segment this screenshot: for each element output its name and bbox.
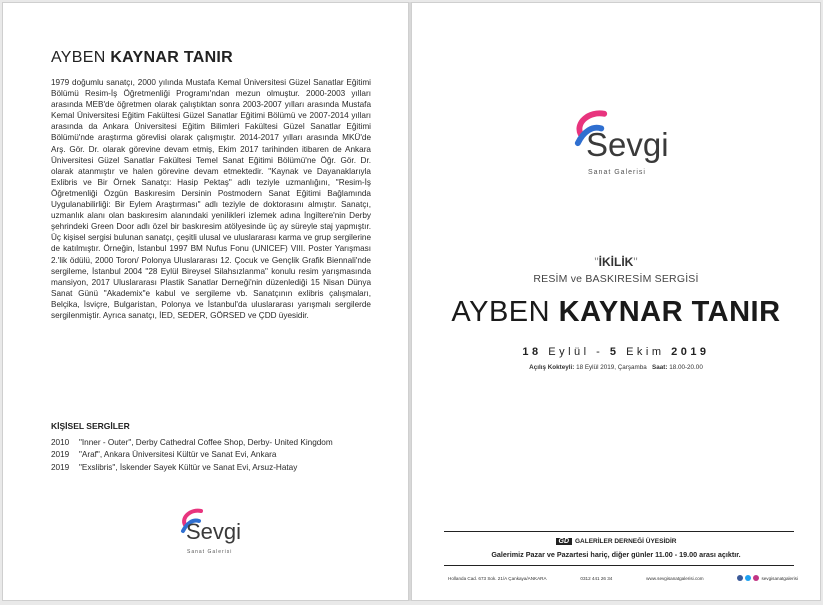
artist-heading [51,49,233,67]
exhibition-year: 2010 [51,438,70,447]
biography-text: 1979 doğumlu sanatçı, 2000 yılında Mustafa Kemal Üniversitesi Güzel Sanatlar Eğitimi Bölümü Resim-İş Öğretmenliği Programı'ndan mezun olmuştur. 2000-2003 yılları arasında MEB'de öğretmen olarak çalıştıktan sonra 2003-2007 yılları arasında Mustafa Kemal Üniversitesi Eğitim Fakültesi Güzel Sanatlar Eğitimi Bölümü ve 2007-2014 yılları arasında da Ankara Üniversitesi Eğitim Bilimleri Fakültesi Güzel Sanatlar Eğitimi Bölümü'nde araştırma görevlisi olarak çalışmıştır. 2014-2017 yılları arasında MKÜ'de Arş. Gör. Dr. olarak görevine devam etmiş, Ekim 2017 tarihinden itibaren de Ankara Üniversitesi Güzel Sanatlar Fakültesi Temel Sanat Eğitimi Bölümü'ne Öğr. Gör. Dr. olarak atanmıştır ve halen görevine devam etmektedir. "Kaynak ve Dayanaklarıyla Exlibris ve Bir Örnek Sanatçı: Hasip Pektaş" adlı teziyle uzmanlığını, "Resim-İş Öğretmenliği Özgün Baskıresim Dersinin Postmodern Sanat Eğitimi Bağlamında Uygulanabilirliği: Bir Eylem Araştırması" adlı teziyle de doktorasını almıştır. Sanatçı, uzmanlık alanı olan baskıresim alanındaki yenilikleri izlemek adına İngiltere'nin Derby şehrindeki Green Door adlı özel bir baskıresim atölyesinde üç ay süreyle staj yapmıştır. Üç kişisel sergisi bulunan sanatçı, çeşitli ulusal ve uluslararası karma ve grup sergilerine de katılmıştır. Örneğin, İstanbul 1997 BM Nufus Fonu (UNICEF) VIII. Poster Yarışması 2.'lik ödülü, 2000 Toron/ Polonya Uluslararası 12. Çocuk ve Gençlik Grafik Biennali'nde sergileme, İstanbul 2004 "28 Eylül Bireysel Silahsızlanma" konulu resim yarışmasında mansiyon, 2017 Uluslararası Plastik Sanatlar Derneği'nin düzenlediği 15 Nisan Dünya Sanat Günü "Akademix"e kabul ve sergileme vb. Sanatçının exlibris çalışmaları, Belçika, İsviçre, Bulgaristan, Polonya ve İstanbul'da uluslararası yarışmalı sergilerde sergilenmiştir. Ayrıca sanatçı, İED, SEDER, GÖRSED ve ÇDD üyesidir. [51,78,371,320]
exhibition-item [51,462,333,474]
exhibition-item [51,449,333,461]
facebook-icon[interactable] [737,575,743,581]
exhibition-text: "Exslibris", İskender Sayek Kültür ve Sanat Evi, Arsuz-Hatay [79,462,298,472]
social-links [737,575,798,581]
exhibition-item [51,437,333,449]
artist-last-name: KAYNAR TANIR [110,49,234,66]
start-day: 18 [522,346,542,358]
opening-info [412,364,820,371]
social-handle[interactable]: sevgisanatgalerisi [761,575,798,581]
opening-label: Açılış Kokteyli: [529,364,575,371]
opening-value: 18 Eylül 2019, Çarşamba [576,364,647,371]
association-line [412,538,820,545]
gallery-logo [569,105,669,205]
logo-name: Sevgi [586,126,669,163]
exhibition-year: 2019 [51,462,70,472]
solo-exhibitions-title: KİŞİSEL SERGİLER [51,421,130,431]
artist-last-name: KAYNAR TANIR [558,296,781,328]
exhibition-text: "Araf", Ankara Üniversitesi Kültür ve Sanat Evi, Ankara [79,450,277,460]
phone: 0312 441 26 34 [580,575,613,581]
left-page [2,2,409,601]
artist-first-name: AYBEN [51,49,106,66]
logo-subtitle: Sanat Galerisi [187,549,233,555]
exhibition-title-word: İKİLİK [598,255,634,269]
divider-bottom [444,565,794,566]
quote-close: " [633,255,638,269]
gallery-logo [175,505,245,575]
right-page [411,2,821,601]
year: 2019 [671,346,710,358]
divider-top [444,531,794,532]
website-link[interactable]: www.sevgisanatgalerisi.com [646,575,704,581]
twitter-icon[interactable] [745,575,751,581]
exhibitions-list [51,437,333,474]
gd-badge: GD [556,538,573,545]
exhibition-subtitle: RESİM ve BASKIRESİM SERGİSİ [533,273,699,285]
artist-first-name: AYBEN [451,296,551,328]
time-value: 18.00-20.00 [669,364,703,371]
instagram-icon[interactable] [753,575,759,581]
start-month: Eylül [548,346,590,358]
logo-subtitle: Sanat Galerisi [588,169,646,176]
opening-hours: Galerimiz Pazar ve Pazartesi hariç, diğer günler 11.00 - 19.00 arası açıktır. [491,550,741,559]
quote-open: " [594,255,599,269]
logo-name: Sevgi [186,519,242,544]
exhibition-text: "Inner - Outer", Derby Cathedral Coffee Shop, Derby- United Kingdom [79,438,333,447]
contact-footer [448,575,798,581]
exhibition-dates [412,346,820,358]
artist-name-large [412,296,820,329]
artist-biography [51,77,371,321]
association-text: GALERİLER DERNEĞİ ÜYESİDİR [575,538,677,545]
end-day: 5 [609,346,620,358]
time-label: Saat: [652,364,668,371]
exhibition-title [412,255,820,269]
address: Hollanda Cad. 673 Sok. 21/A Çankaya/ANKARA [448,575,547,581]
end-month: Ekim [626,346,665,358]
date-separator: - [596,346,604,358]
exhibition-year: 2019 [51,450,70,460]
